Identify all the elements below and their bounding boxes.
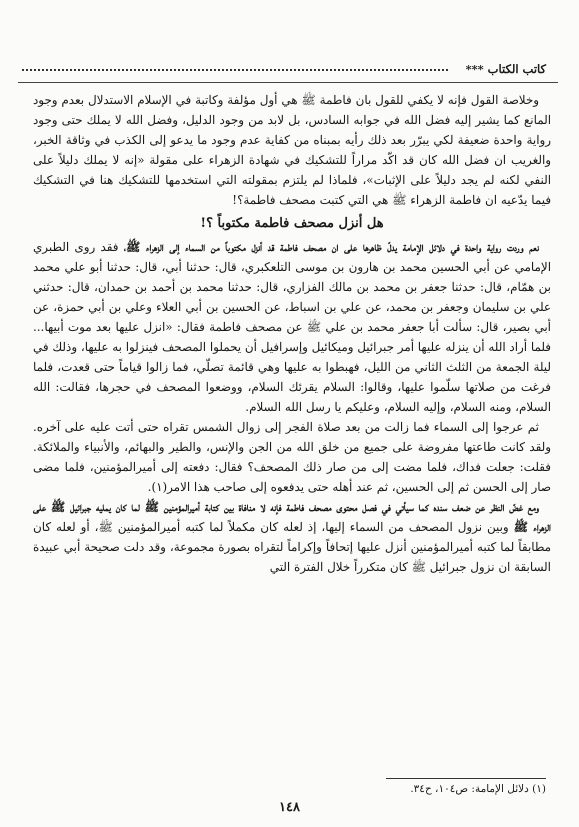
paragraph-ascension: ثم عرجوا إلى السماء فما زالت من بعد صلاة الفجر إلى زوال الشمس تقراه حتى أتت عليه على آخره. ولقد كانت طاعتها مفروضة على جميع من خلق الله من الجن والإنس، والطير والبهائم، والأنبياء والملائكة. فقلت: جعلت فداك، فلما مضت إلى من صار ذلك المصحف؟ فقال: دفعته إلى أميرالمؤمنين، فلما مضى صار إلى الحسن ثم إلى الحسين، ثم عند أهله حتى يدفعوه إلى صاحب هذا الامر(١).	[33, 420, 551, 494]
paragraph-analysis-text: وبين نزول المصحف من السماء إليها، إذ لعله كان مكملاً لما كتبه أميرالمؤمنين ﷺ، أو لعله كان مطابقاً لما كتبه أميرالمؤمنين أنزل عليها إتحافاً وإكراماً لتقراه بصورة مجموعة، وقد دلت صحيحة أبي عبيدة السابقة ان نزول جبرائيل ﷺ كان متكرراً خلال الفترة التي	[33, 520, 551, 574]
footnote: (١) دلائل الإمامة: ص١٠٤، ح٣٤.	[410, 783, 546, 795]
header-ornament	[22, 69, 448, 74]
header-title: كاتب الكتاب ***	[465, 62, 546, 76]
paragraph-analysis	[33, 497, 551, 577]
page-body	[33, 90, 551, 577]
paragraph-narration-text: فقد روى الطبري الإمامي عن أبي الحسين محمد بن هارون بن موسى التلعكبري، قال: حدثنا أبي، قال: حدثنا أبو علي محمد بن همّام، قال: حدثنا جعفر بن محمد بن مالك الفزاري، قال: حدثنا محمد بن أحمد بن حمدان، قال: حدثني علي بن سليمان وجعفر بن محمد، عن علي بن اسباط، عن الحسين بن أبي العلاء وعلي بن أبي حمزة، عن أبي بصير، قال: سألت أبا جعفر محمد بن علي ﷺ عن مصحف فاطمة فقال: «انزل عليها بعد موت أبيها... فلما أراد الله أن ينزله عليها أمر جبرائيل وميكائيل وإسرافيل أن يحملوا المصحف فينزلوا به عليها، وذلك في ليلة الجمعة من الثلث الثاني من الليل، فهبطوا به عليها وهي قائمة تصلّي، فما زالوا قياماً حتى قعدت، فلما فرغت من صلاتها سلّموا عليها، وقالوا: السلام يقرئك السلام، ووضعوا المصحف في حجرها، فقالت: الله السلام، ومنه السلام، وإليه السلام، وعليكم يا رسل الله السلام.	[33, 240, 551, 414]
running-header	[18, 60, 558, 83]
footnote-divider	[386, 778, 546, 779]
paragraph-narration	[33, 237, 551, 417]
page-number: ١٤٨	[279, 800, 300, 815]
paragraph-narration-lead: نعم وردت رواية واحدة في دلائل الإمامة يدلّ ظاهرها على ان مصحف فاطمة قد أنزل مكتوباً من السماء إلى الزهراء ﷺ،	[123, 240, 539, 254]
section-heading: هل أنزل مصحف فاطمة مكتوباً ؟!	[200, 216, 384, 231]
paragraph-conclusion: وخلاصة القول فإنه لا يكفي للقول بان فاطمة ﷺ هي أول مؤلفة وكاتبة في الإسلام الاستدلال بعدم وجود المانع كما يشير إليه فضل الله في جوابه السادس، بل لابد من وجود الدليل، وفضل الله لا يملك حتى وجود رواية واحدة ضعيفة لكي يبرّر بعد ذلك رأيه بمبناه من كفاية عدم وجود ما يدعو إلى الكذب في وثاقة الخبر، والغريب ان فضل الله كان قد اكّد مراراً للتشكيك في شهادة الزهراء على مقولة «إنه لا يملك دليلاً على النفي لكنه لم يجد دليلاً على الإثبات»، فلماذا لم يلتزم بمقولته التي استخدمها للتشكيك هنا في التشكيك فيما يدّعيه ان فاطمة الزهراء ﷺ هي التي كتبت مصحف فاطمة؟!	[33, 93, 551, 207]
paragraph-analysis-lead: ومع غضّ النظر عن ضعف سنده كما سيأتي في فصل محتوى مصحف فاطمة فإنه لا منافاة بين كتابة أميرالمؤمنين ﷺ لما كان يمليه جبرائيل ﷺ على الزهراء ﷺ	[33, 500, 551, 534]
